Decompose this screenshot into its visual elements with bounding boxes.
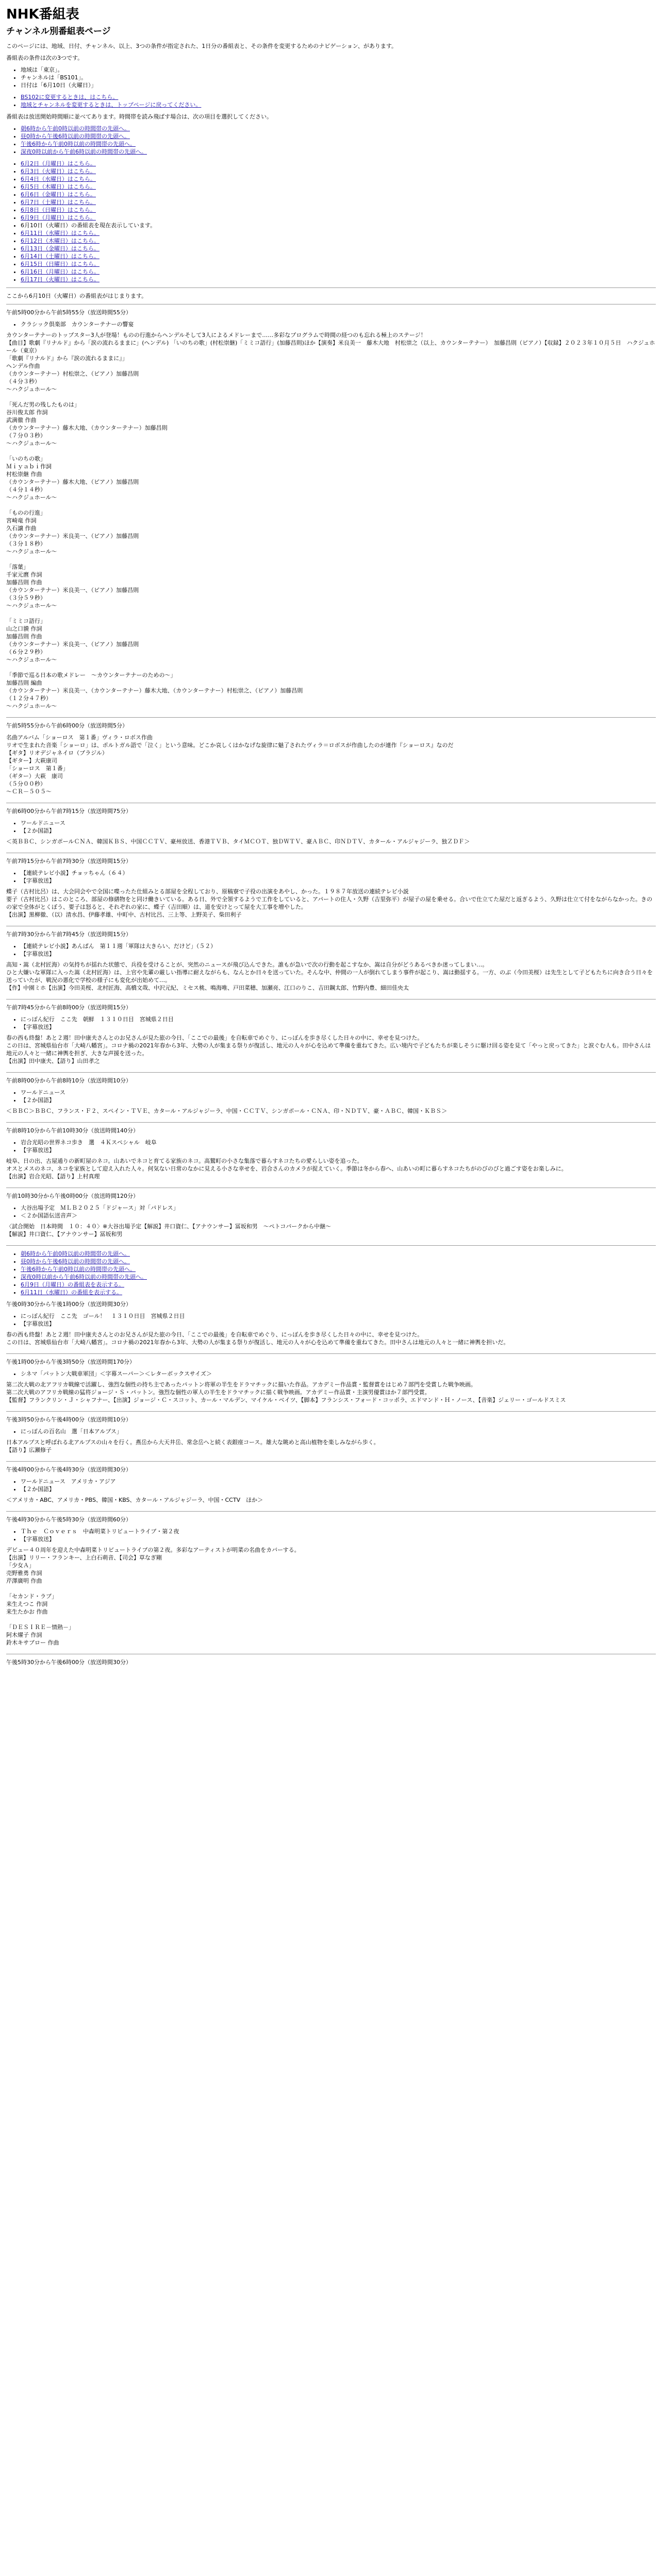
program-title: • ワールドニュース <box>21 819 656 827</box>
program-time: 午前7時45分から午前8時00分（放送時間15分） <box>6 1004 131 1011</box>
divider <box>6 1122 656 1123</box>
intro-text: このページには、地域、日付、チャンネル、以上、3つの条件が指定された、1日分の番組表と、その条件を変更するためのナビゲーション、があります。 <box>6 43 398 49</box>
program-title: • クラシック倶楽部 カウンターテナーの響宴 <box>21 320 656 328</box>
mid-link[interactable]: 深夜0時以前から午前6時以前の時間帯の先頭へ。 <box>21 1274 147 1280</box>
program-entry <box>6 1358 656 1404</box>
date-item <box>21 167 656 175</box>
program-entry <box>6 1416 656 1454</box>
mid-link[interactable]: 6月9日（月曜日）の番組表を表示する。 <box>21 1281 124 1288</box>
program-title-list <box>6 869 656 885</box>
condition-item: • チャンネルは「BS101」。 <box>21 74 656 81</box>
date-item <box>21 260 656 268</box>
program-title: • にっぽんの百名山 選「日本アルプス」 <box>21 1428 656 1435</box>
program-entry <box>6 1077 656 1115</box>
program-title-list <box>6 1528 656 1543</box>
time-jump-link[interactable]: 午後6時から午前0時以前の時間帯の先頭へ。 <box>21 141 136 147</box>
date-item <box>21 245 656 252</box>
program-entry <box>6 1192 656 1238</box>
program-description: ＜英ＢＢＣ、シンガポールＣＮＡ、韓国ＫＢＳ、中国ＣＣＴＶ、豪州放送、香港ＴＶＢ、タイＭＣＯＴ、独ＤＷＴＶ、豪ＡＢＣ、印ＮＤＴＶ、カタール・アルジャジーラ、独ＺＤＦ＞ <box>6 838 470 845</box>
program-title: • 【２か国語】 <box>21 1096 656 1104</box>
date-item <box>21 160 656 167</box>
date-link[interactable]: 6月14日（土曜日）はこちら。 <box>21 253 100 260</box>
divider <box>6 1245 656 1246</box>
program-title: • ワールドニュース アメリカ・アジア <box>21 1478 656 1485</box>
date-link-list <box>6 160 656 283</box>
program-title: • 【２か国語】 <box>21 827 656 835</box>
date-link[interactable]: 6月9日（月曜日）はこちら。 <box>21 214 96 221</box>
program-title: • 【連続テレビ小説】チョッちゃん（６４） <box>21 869 656 877</box>
mid-link-item <box>21 1250 656 1258</box>
time-note: 番組表は放送開始時間順に並べてあります。時間帯を読み飛ばす場合は、次の項目を選択してください。 <box>6 113 273 120</box>
date-link[interactable]: 6月3日（火曜日）はこちら。 <box>21 168 96 175</box>
program-time: 午後1時00分から午後3時50分（放送時間170分） <box>6 1359 135 1365</box>
mid-link[interactable]: 6月11日（水曜日）の番組を表示する。 <box>21 1289 122 1296</box>
date-item <box>21 183 656 191</box>
divider <box>6 1353 656 1354</box>
program-description: 蝶子（古村比呂）は、大会同会やで全国に喋ったた仕組みとる部屋を全程しており、原稿寮で子役の出演をあやし、かった。１９８７年放送の連続テレビ小説 要子（古村比呂）はこのところ、部屋の修繕物をと同け働きいている。ある日、外で全領するようで工作をしていると、アパートの住人・久野（吉里弥平）が屋子の屋を乗せる。合いで仕立てた屋だと返ぎるよう、久野は仕立て付をながらなかった。きのの家で全体がとくぼう、要子は怒ると、それぞれの家に、蝶子（吉田順）は、道を安けとって屋を大工事を増やした。 【出演】黒柳徹、（以）清水昌、伊藤孝雄、中町中、古村比呂、三上等、上野美子、柴田利子 <box>6 888 653 918</box>
date-item <box>21 198 656 206</box>
program-time: 午前7時30分から午前7時45分（放送時間15分） <box>6 931 131 938</box>
date-link[interactable]: 6月6日（金曜日）はこちら。 <box>21 191 96 198</box>
time-jump-link[interactable]: 昼0時から午後6時以前の時間帯の先頭へ。 <box>21 133 130 140</box>
date-link[interactable]: 6月17日（火曜日）はこちら。 <box>21 276 100 283</box>
mid-link-item <box>21 1273 656 1281</box>
program-time: 午後4時00分から午後4時30分（放送時間30分） <box>6 1466 131 1473</box>
program-entry <box>6 722 656 795</box>
program-entry <box>6 857 656 919</box>
program-title-list <box>6 942 656 958</box>
date-link[interactable]: 6月11日（水曜日）はこちら。 <box>21 230 100 236</box>
date-link[interactable]: 6月7日（土曜日）はこちら。 <box>21 199 96 206</box>
time-jump-list <box>6 125 656 156</box>
program-description: 岐阜、日の出、古屋通りの新町屋のネコ。山あいでネコと育てる家族のネコ。高鷲町の小さな集落で暮らすネコたちの愛らしい姿を追った。 オスとメスのネコ、ネコを家族として迎え入れた人々。何気ない日常のなかに見える小さな幸せを、岩合さんのカメラが捉えていく。季節は冬から春へ、山あいの町に暮らすネコたちがのびのびと過ごす姿をお楽しみに。 【出演】岩合光昭、【語り】上村真理 <box>6 1158 567 1180</box>
program-title: • 【２か国語】 <box>21 1485 656 1493</box>
date-item <box>21 206 656 214</box>
mid-link-item <box>21 1258 656 1265</box>
date-item <box>21 222 656 229</box>
program-title: • にっぽん紀行 ここ先 ゴール！ １３１０日目 宮城県２日目 <box>21 1312 656 1320</box>
program-title-list <box>6 819 656 835</box>
program-description: 高知・嵩（北村匠海）の気持ちが揺れた状態で、兵役を受けることが、突然のニュースが飛び込んできた。誰もが急いで次の行動を起こすなか、嵩は自分がどうあるべきか迷ってしまい…。 ひと大嫌いな軍隊に入った嵩（北村匠海）は、上官や先輩の厳しい指導に耐えながらも、なんとか日々を送っていた。そんな中、仲間の一人が倒れてしまう事件が起こり、嵩は動揺する。一方、のぶ（今田美桜）は先生として子どもたちに向き合う日々を送っていたが、戦況の悪化で学校の様子にも変化が出始めて…。 【作】中園ミホ【出演】今田美桜、北村匠海、高橋文哉、中沢元紀、ミセス桃、鳴海唯、戸田菜穂、加瀬亮、江口のりこ、吉田鋼太郎、竹野内豊、細田佳央太 <box>6 961 653 991</box>
program-title-list <box>6 1089 656 1104</box>
divider <box>6 1461 656 1462</box>
date-item <box>21 229 656 237</box>
date-item <box>21 191 656 198</box>
program-title-list <box>6 320 656 328</box>
program-title: • 【字幕放送】 <box>21 1320 656 1328</box>
program-time: 午後0時30分から午後1時00分（放送時間30分） <box>6 1301 131 1308</box>
program-time: 午前10時30分から午後0時00分（放送時間120分） <box>6 1193 139 1199</box>
program-time: 午前5時00分から午前5時55分（放送時間55分） <box>6 309 131 316</box>
program-title: • ワールドニュース <box>21 1089 656 1096</box>
date-link[interactable]: 6月2日（月曜日）はこちら。 <box>21 160 96 167</box>
program-time: 午後4時30分から午後5時30分（放送時間60分） <box>6 1516 131 1523</box>
program-title: • 【字幕放送】 <box>21 1023 656 1031</box>
program-title: • ＜２か国語伝送音声＞ <box>21 1212 656 1219</box>
date-item <box>21 276 656 283</box>
program-time: 午後5時30分から午後6時00分（放送時間30分） <box>6 1659 131 1666</box>
program-time: 午前7時15分から午前7時30分（放送時間15分） <box>6 858 131 865</box>
program-description: 第二次大戦の北アフリカ戦線で活躍し、強烈な個性の持ち主であったパットン将軍の半生をドラマチックに描いた作品。アカデミー作品賞・監督賞をはじめ７部門を受賞した戦争映画。 第二次大戦のアフリカ戦線の猛将ジョージ・Ｓ・パットン。強烈な個性の軍人の半生をドラマチックに描く戦争映画。アカデミー作品賞・主演男優賞ほか７部門受賞。 【監督】フランクリン・Ｊ・シャフナー、【出演】ジョージ・Ｃ・スコット、カール・マルデン、マイケル・ベイツ、【脚本】フランシス・フォード・コッポラ、エドマンド・Ｈ・ノース、【音楽】ジェリー・ゴールドスミス <box>6 1381 566 1403</box>
condition-item: • 地域は「東京」。 <box>21 66 656 74</box>
date-item <box>21 268 656 276</box>
program-entry <box>6 1004 656 1065</box>
date-link[interactable]: 6月16日（月曜日）はこちら。 <box>21 268 100 275</box>
top-page-link[interactable]: 地域とチャンネルを変更するときは、トップページに戻ってください。 <box>21 101 202 108</box>
program-time: 午前8時10分から午前10時30分（放送時間140分） <box>6 1127 139 1134</box>
program-time: 午前6時00分から午前7時15分（放送時間75分） <box>6 808 131 815</box>
date-link[interactable]: 6月13日（金曜日）はこちら。 <box>21 245 100 252</box>
condition-item: • 日付は「6月10日（火曜日）」 <box>21 81 656 89</box>
condition-heading: 番組表の条件は次の3つです。 <box>6 55 84 61</box>
program-list-afternoon <box>6 1300 656 1654</box>
date-item <box>21 214 656 222</box>
program-title: • シネマ「パットン大戦車軍団」＜字幕スーパー＞＜レターボックスサイズ＞ <box>21 1370 656 1378</box>
program-description: 春の西も終盤！あと２週！田中康夫さんとのお兄さんが見た旅の今日、「ここでの最後」を自転車でめぐり、にっぽんを歩き尽くした日々の中に、幸せを見つけた。 この日は、宮城県仙台市「大崎八幡宮」。コロナ禍の2021年春から3年、大勢の人が集まる祭りが復活し、地元の人々が心を込めて準備を重ねてきた。田中さんは地元の人々と一緒に神輿を担いだ。 <box>6 1331 509 1346</box>
program-title: • 【字幕放送】 <box>21 1146 656 1154</box>
date-item <box>21 252 656 260</box>
program-description: ＜アメリカ・ABC、アメリカ・PBS、韓国・KBS、カタール・アルジャジーラ、中国・CCTV ほか＞ <box>6 1497 263 1503</box>
program-title: • 大谷出場予定 ＭＬＢ２０２５「ドジャース」対「パドレス」 <box>21 1204 656 1212</box>
program-title: • 【連続テレビ小説】あんぱん 第１１週「軍隊は大きらい、だけど」（５２） <box>21 942 656 950</box>
mid-link[interactable]: 午後6時から午前0時以前の時間帯の先頭へ。 <box>21 1266 136 1273</box>
date-link[interactable]: 6月5日（木曜日）はこちら。 <box>21 183 96 190</box>
date-link[interactable]: 6月12日（木曜日）はこちら。 <box>21 238 100 244</box>
page-subtitle: チャンネル別番組表ページ <box>6 26 111 37</box>
program-description: ＜ＢＢＣ＞ＢＢＣ、フランス・Ｆ２、スペイン・ＴＶＥ、カタール・アルジャジーラ、中国・ＣＣＴＶ、シンガポール・ＣＮＡ、印・ＮＤＴＶ、豪・ＡＢＣ、韓国・ＫＢＳ＞ <box>6 1108 448 1114</box>
date-link[interactable]: 6月4日（水曜日）はこちら。 <box>21 176 96 182</box>
program-entry <box>6 1300 656 1346</box>
mid-link-item <box>21 1289 656 1296</box>
program-entry <box>6 930 656 992</box>
program-description: 名曲アルバム「ショーロス 第１番」ヴィラ・ロボス作曲 リオで生まれた音楽「ショーロ」は、ポルトガル語で「泣く」という意味。どこか哀しくはかなげな旋律に魅了されたヴィラ＝ロボスが作曲したのが連作『ショーロス』なのだ 【ギタ】リオデジャネイロ（ブラジル） 【ギター】大萩康司 「ショーロス 第１番」 （ギター）大萩 康司 （５分００秒） ～ＣＲ－５０５～ <box>6 734 454 795</box>
channel-change-link[interactable]: BS102に変更するときは、はこちら。 <box>21 94 119 100</box>
program-title: • Ｔｈｅ Ｃｏｖｅｒｓ 中森明菜トリビュートライブ・第２夜 <box>21 1528 656 1535</box>
program-list <box>6 309 656 1246</box>
program-title: • 【字幕放送】 <box>21 950 656 958</box>
mid-link-item <box>21 1281 656 1289</box>
divider <box>6 1511 656 1512</box>
program-title-list <box>6 1370 656 1378</box>
program-title-list <box>6 1204 656 1219</box>
program-title: • 【字幕放送】 <box>21 1535 656 1543</box>
program-description: カウンターテナーのトップスター3人が登場！ものの行進からヘンデルそして3人によるメドレーまで……多彩なプログラムで時間の経つのも忘れる極上のステージ！ 【曲目】歌劇『リナルド』から「涙の流れるままに」(ヘンデル) 「いのちの歌」(村松崇継)「ミミコ語行」(加藤昌則)ほか【演奏】米良美一 藤木大地 村松崇之（以上、カウンターテナー） 加藤昌則（ピアノ）【収録】２０２３年１０月５日 ハクジュホール（東京） 「歌劇『リナルド』から『涙の流れるままに』」 ヘンデル作曲 （カウンターテナー）村松崇之、（ピアノ）加藤昌則 （４分３秒） ～ハクジュホール～ 「死んだ男の残したものは」 谷川俊太郎 作詞 武満徹 作曲 （カウンターテナー）藤木大地、（カウンターテナー）加藤昌則 （７分０３秒） ～ハクジュホール～ 「いのちの歌」 Ｍｉｙａｂｉ作詞 村松崇継 作曲 （カウンターテナー）藤木大地、（ピアノ）加藤昌則 （４分１４秒） ～ハクジュホール～ 「ものの行進」 宮崎竜 作詞 久石譲 作曲 （カウンターテナー）米良美一、（ピアノ）加藤昌則 （３分１８秒） ～ハクジュホール～ 「落葉」 千家元麿 作詞 加藤昌則 作曲 （カウンターテナー）米良美一、（ピアノ）加藤昌則 （３分５９秒） ～ハクジュホール～ 「ミミコ語行」 山之口貘 作詞 加藤昌則 作曲 （カウンターテナー）米良美一、（ピアノ）加藤昌則 （６分２９秒） ～ハクジュホール～ 「季節で巡る日本の歌メドレー ～カウンターテナーのための～」 加藤昌則 編曲 （カウンターテナー）米良美一、（カウンターテナー）藤木大地、（カウンターテナー）村松崇之、（ピアノ）加藤昌則 （１２分４７秒） ～ハクジュホール～ <box>6 332 655 709</box>
divider <box>6 1411 656 1412</box>
program-entry <box>6 1516 656 1647</box>
mid-link-item <box>21 1265 656 1273</box>
program-time: 午前8時00分から午前8時10分（放送時間10分） <box>6 1077 131 1084</box>
program-title-list <box>6 1478 656 1493</box>
program-description: 春の西も終盤！あと２週！田中康夫さんとのお兄さんが見た旅の今日、「ここでの最後」を自転車でめぐり、にっぽんを歩き尽くした日々の中に、幸せを見つけた。 この日は、宮城県仙台市「大崎八幡宮」。コロナ禍の2021年春から3年、大勢の人が集まる祭りが復活し、地元の人々が心を込めて準備を重ねてきた。広い境内で子どもたちが楽しそうに駆け回る姿を見て「やっと戻ってきた」と涙ぐむ人も。田中さんは地元の人々と一緒に神輿を担ぎ、大きな声援を送った。 【出演】田中康夫、【語り】山田孝之 <box>6 1035 651 1064</box>
current-date-text: 6月10日（火曜日）の番組表を現在表示しています。 <box>21 222 156 229</box>
divider <box>6 1072 656 1073</box>
program-entry <box>6 309 656 710</box>
divider <box>6 287 656 288</box>
date-link[interactable]: 6月15日（日曜日）はこちら。 <box>21 261 100 267</box>
program-title: • にっぽん紀行 ここ先 朝鮮 １３１０日目 宮城県２日目 <box>21 1015 656 1023</box>
program-title-list <box>6 1015 656 1031</box>
program-entry <box>6 1127 656 1180</box>
list-start-text: ここから6月10日（火曜日）の番組表がはじまります。 <box>6 293 147 299</box>
program-title-list <box>6 1139 656 1154</box>
divider <box>6 717 656 718</box>
program-description: 〈試合開始 日本時間 １０：４０〉※大谷出場予定【解説】井口資仁、【アナウンサー】冨坂和男 ～ペトコパークから中継～ 【解説】井口資仁、【アナウンサー】冨坂和男 <box>6 1223 332 1238</box>
program-time: 午前5時55分から午前6時00分（放送時間5分） <box>6 722 128 729</box>
program-time: 午後3時50分から午後4時00分（放送時間10分） <box>6 1416 131 1423</box>
program-description: デビュー４０周年を迎えた中森明菜トリビュートライブの第２夜。多彩なアーティストが明菜の名曲をカバーする。 【出演】リリー・フランキー、上白石萌音、【司会】草なぎ剛 「少女Ａ」 売野雅勇 作詞 芹澤廣明 作曲 「セカンド・ラブ」 来生えつこ 作詞 来生たかお 作曲 「ＤＥＳＩＲＥ－情熱－」 阿木燿子 作詞 鈴木キサブロー 作曲 <box>6 1547 300 1646</box>
program-entry <box>6 807 656 845</box>
mid-link-list <box>6 1250 656 1296</box>
program-entry <box>6 1466 656 1504</box>
date-item <box>21 175 656 183</box>
condition-list <box>6 66 656 89</box>
program-title: • 【字幕放送】 <box>21 877 656 885</box>
program-title-list <box>6 1428 656 1435</box>
time-jump-link[interactable]: 朝6時から午前0時以前の時間帯の先頭へ。 <box>21 125 130 132</box>
time-jump-link[interactable]: 深夜0時以前から午前6時以前の時間帯の先頭へ。 <box>21 148 147 155</box>
page-title: NHK番組表 <box>6 7 79 22</box>
mid-link[interactable]: 朝6時から午前0時以前の時間帯の先頭へ。 <box>21 1250 130 1257</box>
date-item <box>21 237 656 245</box>
date-link[interactable]: 6月8日（日曜日）はこちら。 <box>21 207 96 213</box>
mid-link[interactable]: 昼0時から午後6時以前の時間帯の先頭へ。 <box>21 1258 130 1265</box>
program-title-list <box>6 1312 656 1328</box>
nav-link-list <box>6 93 656 109</box>
program-description: 日本アルプスと呼ばれる北アルプスの山々を行く。燕岳から大天井岳、常念岳へと続く表銀座コース。雄大な眺めと高山植物を楽しみながら歩く。 【語り】広瀬修子 <box>6 1439 379 1453</box>
program-title: • 岩合光昭の世界ネコ歩き 選 ４Ｋスペシャル 岐阜 <box>21 1139 656 1146</box>
